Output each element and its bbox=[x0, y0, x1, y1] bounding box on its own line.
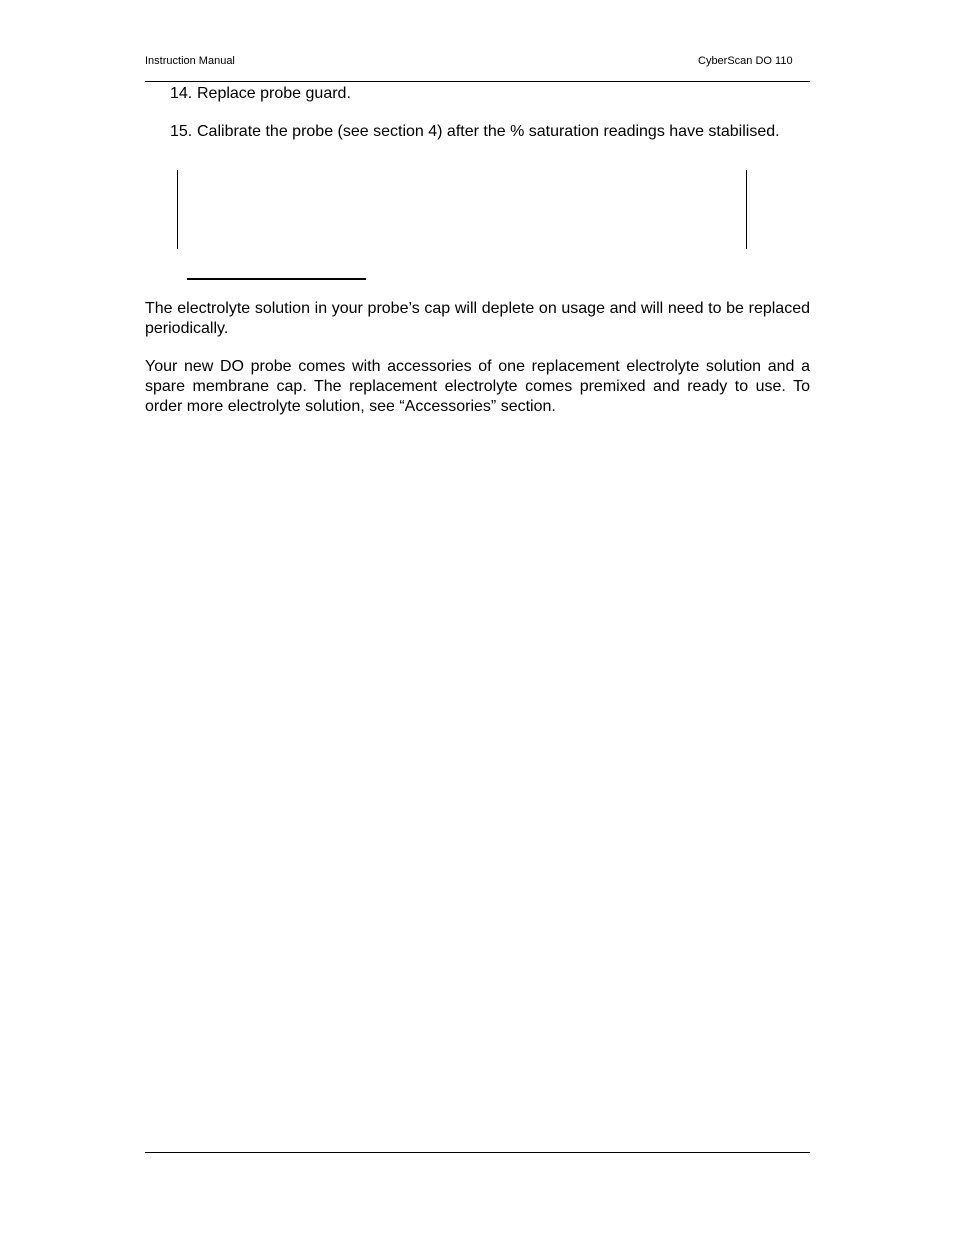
header-product-name: CyberScan DO 110 bbox=[698, 55, 793, 67]
body-paragraph: The electrolyte solution in your probe’s cap will deplete on usage and will need to be replaced periodically. bbox=[145, 300, 810, 337]
step-number: 15. bbox=[170, 123, 193, 140]
note-box-right-border bbox=[746, 170, 747, 249]
step-number: 14. bbox=[170, 85, 193, 102]
footer-divider bbox=[145, 1152, 810, 1153]
step-item-14 bbox=[170, 84, 810, 104]
note-box-left-border bbox=[177, 170, 178, 249]
section-heading-underline bbox=[187, 278, 366, 280]
step-text: Replace probe guard. bbox=[197, 85, 351, 102]
body-paragraph: Your new DO probe comes with accessories of one replacement electrolyte solution and a spare membrane cap. The replacement electrolyte comes premixed and ready to use. To order more electrolyte solution, see “Accessories” section. bbox=[145, 358, 810, 415]
step-item-15 bbox=[170, 122, 810, 142]
step-text: Calibrate the probe (see section 4) after the % saturation readings have stabilised. bbox=[197, 123, 780, 140]
header-document-title: Instruction Manual bbox=[145, 55, 235, 67]
header-divider bbox=[145, 81, 810, 82]
